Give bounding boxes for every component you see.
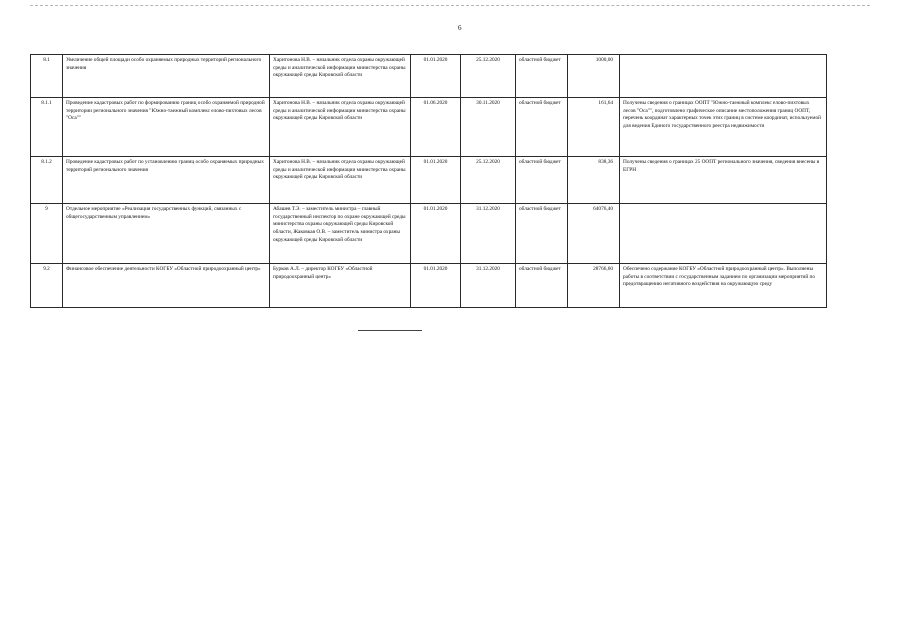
expected-result: Получены сведения о границах 25 ООПТ регионального значения, сведения внесены в ЕГРН <box>620 157 827 204</box>
row-number: 8.1 <box>31 55 63 98</box>
funding-amount: 64076,40 <box>568 204 620 264</box>
start-date: 01.01.2020 <box>411 55 461 98</box>
end-of-document-line <box>358 330 422 331</box>
responsible-person: Абашев Т.Э. – заместитель министра – главный государственный инспектор по охране окружающей среды министерства охраны окружающей среды Кировской области, Жаковкая О.В. – заместитель министра охраны окружающей среды Кировской области <box>270 204 411 264</box>
measure-name: Увеличение общей площади особо охраняемых природных территорий регионального значения <box>63 55 270 98</box>
responsible-person: Харитонова Н.В. – начальник отдела охраны окружающей среды и аналитической информации министерства охраны окружающей среды Кировской области <box>270 55 411 98</box>
responsible-person: Бурков А.Л. – директор КОГБУ «Областной природоохранный центр» <box>270 264 411 308</box>
responsible-person: Харитонова Н.В. – начальник отдела охраны окружающей среды и аналитической информации министерства охраны окружающей среды Кировской области <box>270 98 411 157</box>
table-row <box>31 55 827 98</box>
expected-result: Получены сведения о границах ООПТ "Южно-таежный комплекс елово-пихтовых лесов "Оса"", подготовлено графическое описание местоположения границ ООПТ, перечень координат характерных точек этих границ в системе координат, используемой для ведения Единого государственного реестра недвижимости <box>620 98 827 157</box>
expected-result <box>620 55 827 98</box>
end-date: 31.12.2020 <box>461 204 516 264</box>
table-row <box>31 204 827 264</box>
funding-amount: 1000,00 <box>568 55 620 98</box>
row-number: 8.1.2 <box>31 157 63 204</box>
start-date: 01.01.2020 <box>411 204 461 264</box>
funding-amount: 161,64 <box>568 98 620 157</box>
page-number: 6 <box>458 24 462 32</box>
row-number: 9 <box>31 204 63 264</box>
measure-name: Отдельное мероприятие «Реализация государственных функций, связанных с общегосударственным управлением» <box>63 204 270 264</box>
funding-source: областной бюджет <box>516 157 568 204</box>
program-measures-table <box>30 54 827 308</box>
start-date: 01.01.2020 <box>411 264 461 308</box>
funding-amount: 28766,60 <box>568 264 620 308</box>
table-row <box>31 157 827 204</box>
expected-result: Обеспечено содержание КОГБУ «Областной природоохранный центр». Выполнены работы в соответствии с государственным заданием по организации мероприятий по предотвращению негативного воздействия на окружающую среду <box>620 264 827 308</box>
expected-result <box>620 204 827 264</box>
measure-name: Проведение кадастровых работ по формированию границ особо охраняемой природной территории регионального значения "Южно-таежный комплекс елово-пихтовых лесов "Оса"" <box>63 98 270 157</box>
end-date: 31.12.2020 <box>461 264 516 308</box>
funding-source: областной бюджет <box>516 55 568 98</box>
row-number: 9.2 <box>31 264 63 308</box>
funding-amount: 838,36 <box>568 157 620 204</box>
table-row <box>31 264 827 308</box>
scan-top-edge <box>30 5 870 6</box>
start-date: 01.06.2020 <box>411 98 461 157</box>
funding-source: областной бюджет <box>516 98 568 157</box>
end-date: 30.11.2020 <box>461 98 516 157</box>
end-date: 25.12.2020 <box>461 55 516 98</box>
funding-source: областной бюджет <box>516 264 568 308</box>
row-number: 8.1.1 <box>31 98 63 157</box>
table-row <box>31 98 827 157</box>
responsible-person: Харитонова Н.В. – начальник отдела охраны окружающей среды и аналитической информации министерства охраны окружающей среды Кировской области <box>270 157 411 204</box>
measure-name: Финансовое обеспечение деятельности КОГБУ «Областной природоохранный центр» <box>63 264 270 308</box>
start-date: 01.01.2020 <box>411 157 461 204</box>
funding-source: областной бюджет <box>516 204 568 264</box>
measure-name: Проведение кадастровых работ по установлению границ особо охраняемых природных территорий регионального значения <box>63 157 270 204</box>
end-date: 25.12.2020 <box>461 157 516 204</box>
